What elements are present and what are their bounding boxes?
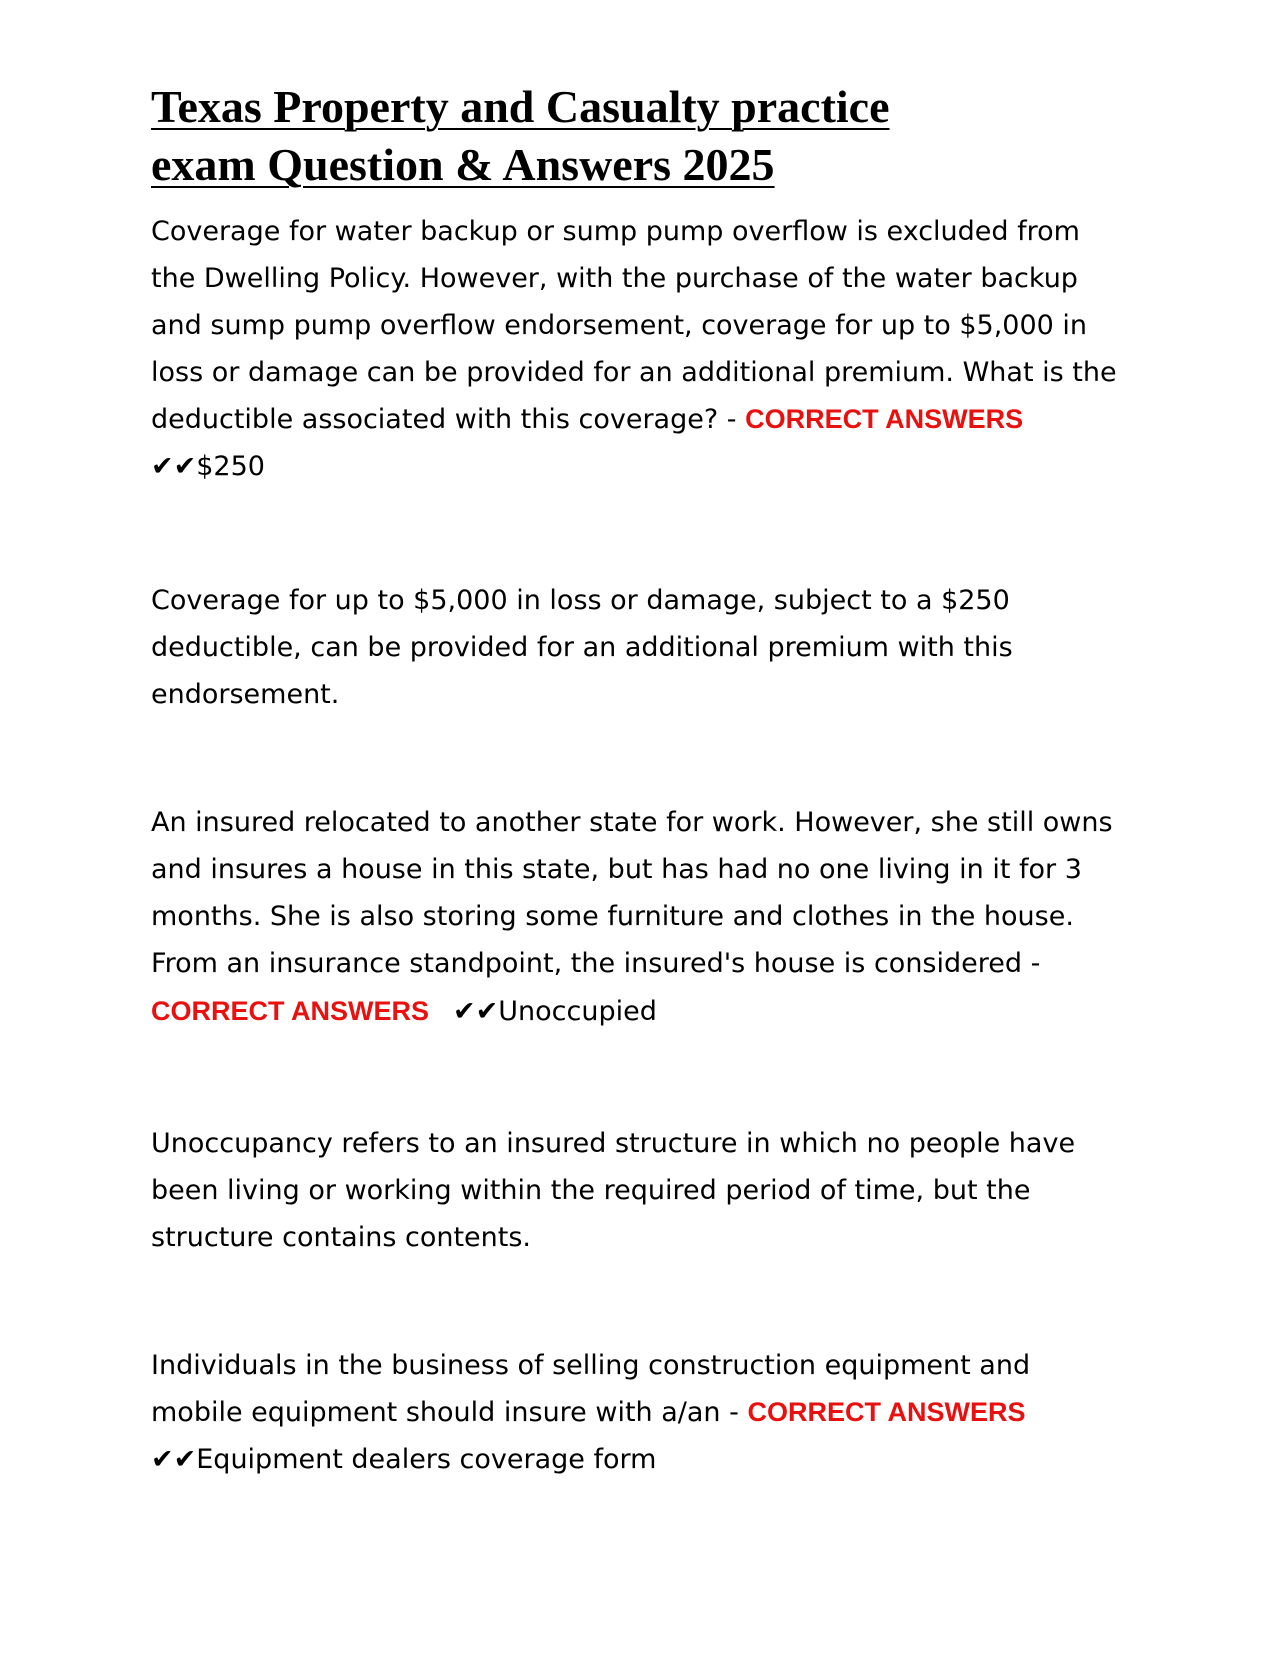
question-text: Coverage for water backup or sump pump overflow is excluded from the Dwelling Policy. However, with the purchase of the water backup and sump pump overflow endorsement, coverage for up to $5,000 in loss or damage can be provided for an additional premium. What is the deductible associated with this coverage? - CORRECT ANSWERS (151, 216, 1117, 435)
correct-answers-label: CORRECT ANSWERS (151, 996, 430, 1026)
title-line-2: exam Question & Answers 2025 (151, 139, 775, 190)
explanation-item-2 (151, 1120, 1131, 1261)
question-text: Individuals in the business of selling construction equipment and mobile equipment should insure with a/an - CORRECT ANSWERS (151, 1350, 1031, 1428)
explanation-text: Coverage for up to $5,000 in loss or damage, subject to a $250 deductible, can be provided for an additional premium with this endorsement. (151, 585, 1013, 710)
qa-item-2 (151, 799, 1131, 1040)
document-page (151, 78, 1131, 1475)
double-check-icon: ✔✔ (453, 996, 499, 1027)
answer-text: Unoccupied (498, 996, 657, 1027)
answer-text: $250 (196, 451, 265, 482)
explanation-item-1 (151, 577, 1131, 718)
title-line-1: Texas Property and Casualty practice (151, 81, 890, 132)
qa-item-1 (151, 208, 1131, 495)
answer-text: Equipment dealers coverage form (196, 1444, 657, 1475)
answer-line (151, 1432, 1131, 1488)
correct-answers-label: CORRECT ANSWERS (745, 404, 1024, 434)
correct-answers-label: CORRECT ANSWERS (747, 1397, 1026, 1427)
explanation-text: Unoccupancy refers to an insured structure in which no people have been living or working within the required period of time, but the structure contains contents. (151, 1128, 1076, 1253)
double-check-icon: ✔✔ (151, 1444, 197, 1475)
answer-line (151, 983, 1131, 1040)
question-text: An insured relocated to another state for work. However, she still owns and insures a house in this state, but has had no one living in it for 3 months. She is also storing some furniture and clothes in the house. From an insurance standpoint, the insured's house is considered - (151, 807, 1113, 979)
document-title (151, 78, 1131, 194)
answer-line (151, 439, 1131, 495)
double-check-icon: ✔✔ (151, 451, 197, 482)
qa-item-3 (151, 1342, 1131, 1488)
